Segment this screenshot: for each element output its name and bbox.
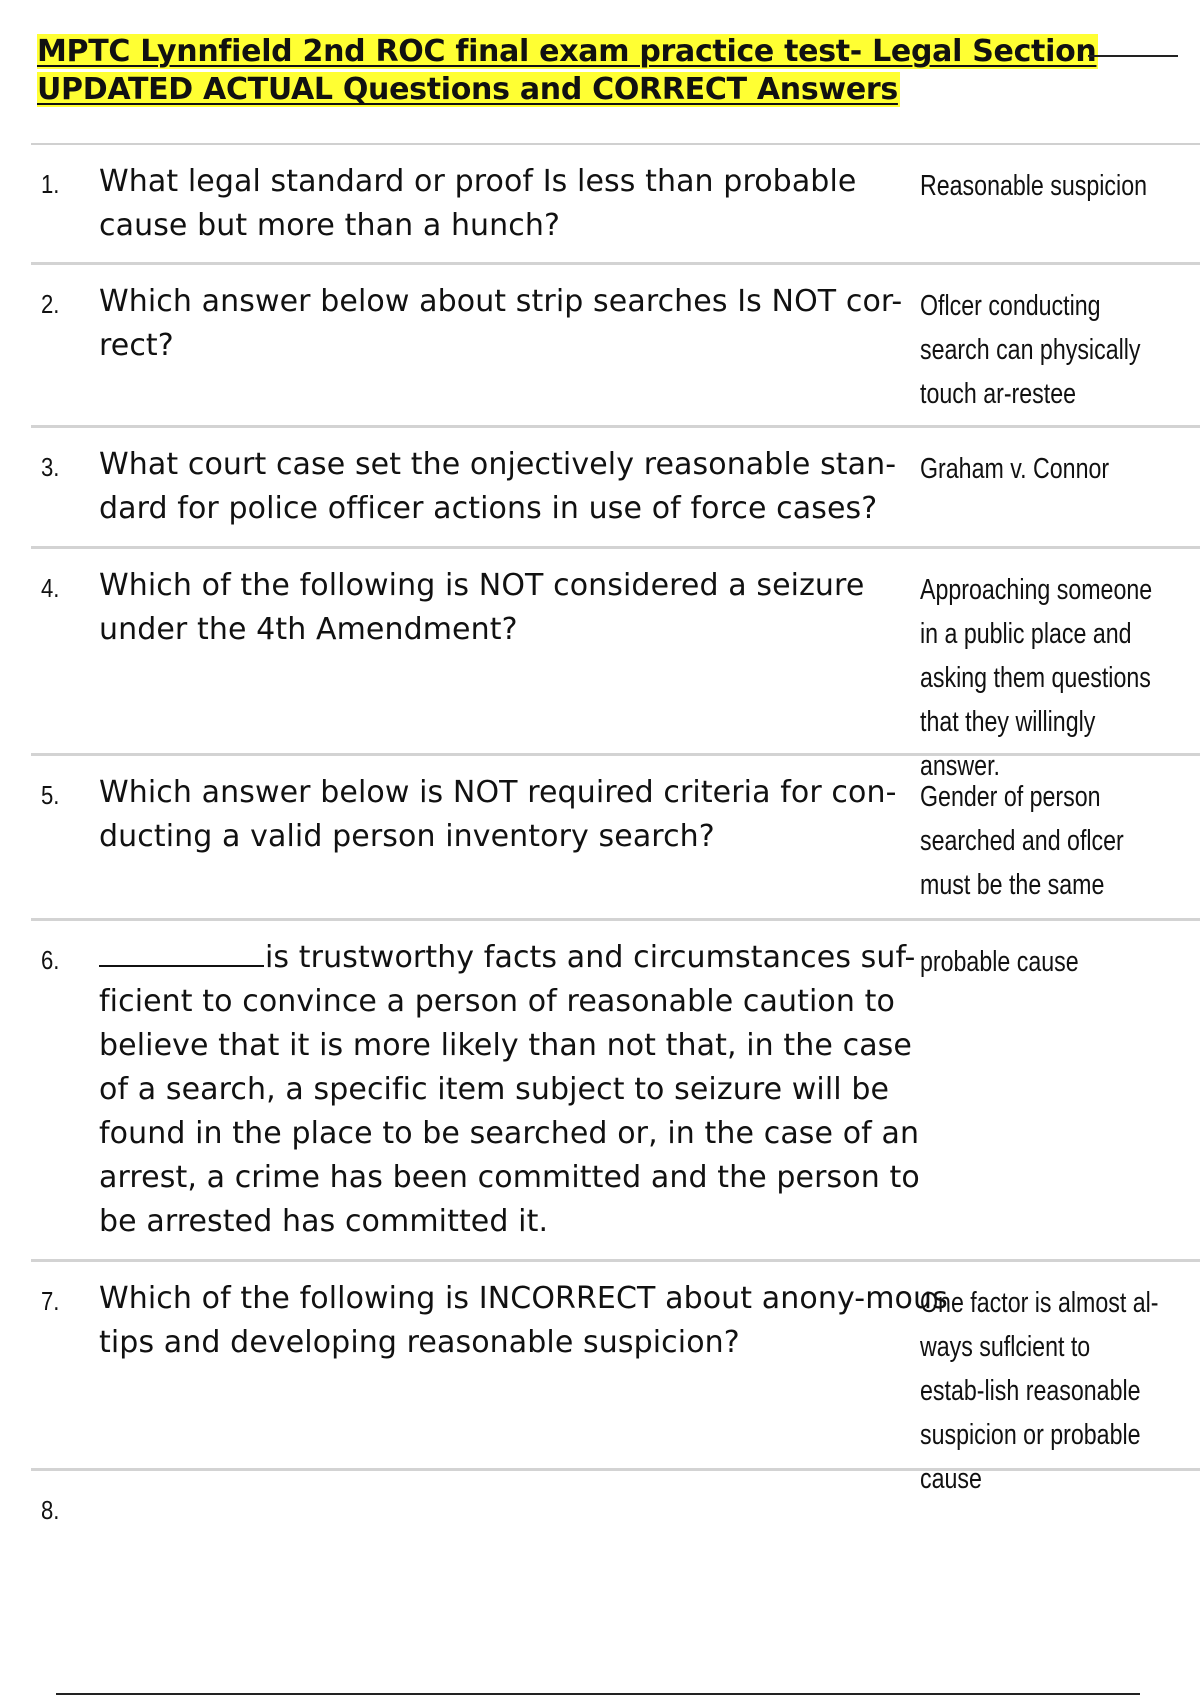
question-text: Which answer below about strip searches Is NOT cor-rect? [99,284,903,363]
qa-table [31,143,1200,1591]
title-text-line-1: MPTC Lynnfield 2nd ROC final exam practice test- Legal Section [37,34,1097,69]
qa-row-1 [31,145,1200,265]
qa-row-5 [31,756,1200,921]
question-number: 2. [41,289,60,319]
question-number: 7. [41,1286,60,1316]
question-text: Which of the following is NOT considered a seizure under the 4th Amendment? [99,568,865,647]
qa-row-6 [31,921,1200,1262]
question-number: 4. [41,573,60,603]
question-number: 6. [41,945,60,975]
answer-text: probable cause [920,946,1079,978]
question-text-body: is trustworthy facts and circumstances suf-ficient to convince a person of reasonable caution to believe that it is more likely than not that, in the case of a search, a specific item subject to seizure will be found in the place to be searched or, in the case of an arrest, a crime has been committed and the person to be arrested has committed it. [99,940,920,1239]
question-number: 3. [41,452,60,482]
answer-text: Oflcer conducting search can physically touch ar-restee [920,290,1141,410]
question-text [99,936,949,1244]
answer-text: Reasonable suspicion [920,170,1147,202]
footer-rule [56,1693,1140,1695]
question-text: Which of the following is INCORRECT about anony-mous tips and developing reasonable suspicion? [99,1281,948,1360]
question-text: What legal standard or proof Is less than probable cause but more than a hunch? [99,164,857,243]
answer-text: One factor is almost al-ways suflcient to estab-lish reasonable suspicion or probable cause [920,1287,1159,1495]
answer-text: Gender of person searched and oflcer must be the same [920,781,1124,901]
title-line-2 [37,71,1147,109]
question-text: What court case set the onjectively reasonable stan-dard for police officer actions in use of force cases? [99,447,897,526]
document-title [37,33,1147,109]
title-line-1 [37,33,1147,71]
answer-text: Graham v. Connor [920,453,1110,485]
qa-row-7 [31,1262,1200,1495]
title-trailing-rule [1088,55,1178,57]
qa-row-2 [31,265,1200,428]
fill-in-blank [99,939,264,967]
qa-row-3 [31,428,1200,549]
question-number: 1. [41,169,60,199]
question-number: 5. [41,780,60,810]
answer-text: Approaching someone in a public place and asking them questions that they willingly answer. [920,574,1153,782]
question-text: Which answer below is NOT required criteria for con-ducting a valid person inventory search? [99,775,897,854]
title-text-line-2: UPDATED ACTUAL Questions and CORRECT Answers [37,72,898,107]
qa-row-8 [31,1471,1200,1591]
question-number: 8. [41,1495,60,1525]
qa-row-4 [31,549,1200,782]
